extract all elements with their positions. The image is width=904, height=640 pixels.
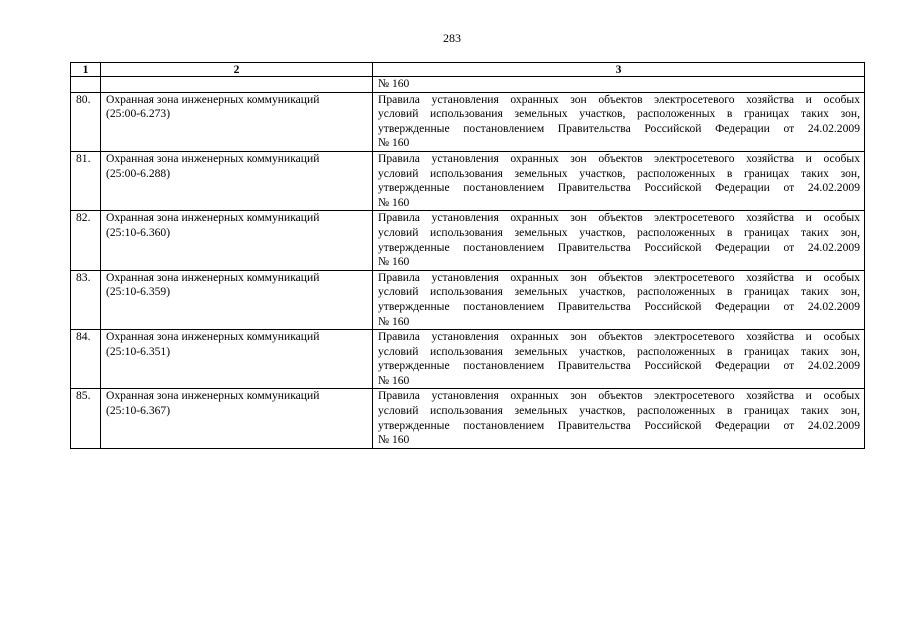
zone-name <box>101 151 373 210</box>
table-body <box>71 77 865 449</box>
rule-line: утвержденные постановлением Правительства Российской Федерации от 24.02.2009 <box>378 240 860 254</box>
column-header-3: 3 <box>373 63 865 77</box>
rule-line: № 160 <box>378 373 410 387</box>
table-row <box>71 330 865 389</box>
rule-line: утвержденные постановлением Правительства Российской Федерации от 24.02.2009 <box>378 299 860 313</box>
row-number: 80. <box>71 92 101 151</box>
rule-line: Правила установления охранных зон объектов электросетевого хозяйства и особых <box>378 92 860 106</box>
rule-line: № 160 <box>378 195 410 209</box>
page-number: 283 <box>443 31 461 45</box>
rule-line: № 160 <box>378 314 410 328</box>
table-row <box>71 211 865 270</box>
zone-line: Охранная зона инженерных коммуникаций <box>106 270 320 284</box>
rule-line: условий использования земельных участков, расположенных в границах таких зон, <box>378 404 860 418</box>
zone-line: (25:00-6.273) <box>106 107 171 121</box>
zone-line: (25:00-6.288) <box>106 166 171 180</box>
rule-line: Правила установления охранных зон объектов электросетевого хозяйства и особых <box>378 151 860 165</box>
zone-name <box>101 270 373 329</box>
zone-line: (25:10-6.351) <box>106 344 171 358</box>
rule-line: утвержденные постановлением Правительства Российской Федерации от 24.02.2009 <box>378 181 860 195</box>
row-number: 83. <box>71 270 101 329</box>
zone-line: (25:10-6.359) <box>106 285 171 299</box>
header-row <box>71 63 865 77</box>
zone-line: (25:10-6.367) <box>106 404 171 418</box>
rule-line: Правила установления охранных зон объектов электросетевого хозяйства и особых <box>378 211 860 225</box>
rule-line: условий использования земельных участков, расположенных в границах таких зон, <box>378 225 860 239</box>
zone-name <box>101 77 373 93</box>
zone-line: Охранная зона инженерных коммуникаций <box>106 389 320 403</box>
zone-line: (25:10-6.360) <box>106 225 171 239</box>
rule-text <box>373 92 865 151</box>
zone-name <box>101 389 373 448</box>
zone-name <box>101 330 373 389</box>
zone-line: Охранная зона инженерных коммуникаций <box>106 151 320 165</box>
rule-line: утвержденные постановлением Правительства Российской Федерации от 24.02.2009 <box>378 418 860 432</box>
rule-line: условий использования земельных участков, расположенных в границах таких зон, <box>378 285 860 299</box>
rule-text <box>373 270 865 329</box>
rule-line: № 160 <box>378 255 410 269</box>
table-row <box>71 270 865 329</box>
row-number: 82. <box>71 211 101 270</box>
rule-line: условий использования земельных участков, расположенных в границах таких зон, <box>378 344 860 358</box>
continuation-row <box>71 77 865 93</box>
rule-text <box>373 77 865 93</box>
zone-line: Охранная зона инженерных коммуникаций <box>106 211 320 225</box>
rule-text <box>373 211 865 270</box>
table-header <box>71 63 865 77</box>
zone-name <box>101 211 373 270</box>
rule-line: Правила установления охранных зон объектов электросетевого хозяйства и особых <box>378 270 860 284</box>
rule-line: № 160 <box>378 433 410 447</box>
zones-table <box>70 62 865 449</box>
rule-text <box>373 330 865 389</box>
rule-text <box>373 151 865 210</box>
rule-line: утвержденные постановлением Правительства Российской Федерации от 24.02.2009 <box>378 359 860 373</box>
table-row <box>71 92 865 151</box>
rule-line: условий использования земельных участков, расположенных в границах таких зон, <box>378 107 860 121</box>
rule-line: № 160 <box>378 136 410 150</box>
row-number <box>71 77 101 93</box>
table-row <box>71 151 865 210</box>
rule-line: условий использования земельных участков, расположенных в границах таких зон, <box>378 166 860 180</box>
zone-line: Охранная зона инженерных коммуникаций <box>106 330 320 344</box>
rule-line: Правила установления охранных зон объектов электросетевого хозяйства и особых <box>378 330 860 344</box>
row-number: 84. <box>71 330 101 389</box>
rule-line: Правила установления охранных зон объектов электросетевого хозяйства и особых <box>378 389 860 403</box>
table-row <box>71 389 865 448</box>
row-number: 85. <box>71 389 101 448</box>
rule-text <box>373 389 865 448</box>
zone-line: Охранная зона инженерных коммуникаций <box>106 92 320 106</box>
zone-name <box>101 92 373 151</box>
rule-line: утвержденные постановлением Правительства Российской Федерации от 24.02.2009 <box>378 121 860 135</box>
row-number: 81. <box>71 151 101 210</box>
rule-line: № 160 <box>378 77 410 90</box>
column-header-1: 1 <box>71 63 101 77</box>
column-header-2: 2 <box>101 63 373 77</box>
